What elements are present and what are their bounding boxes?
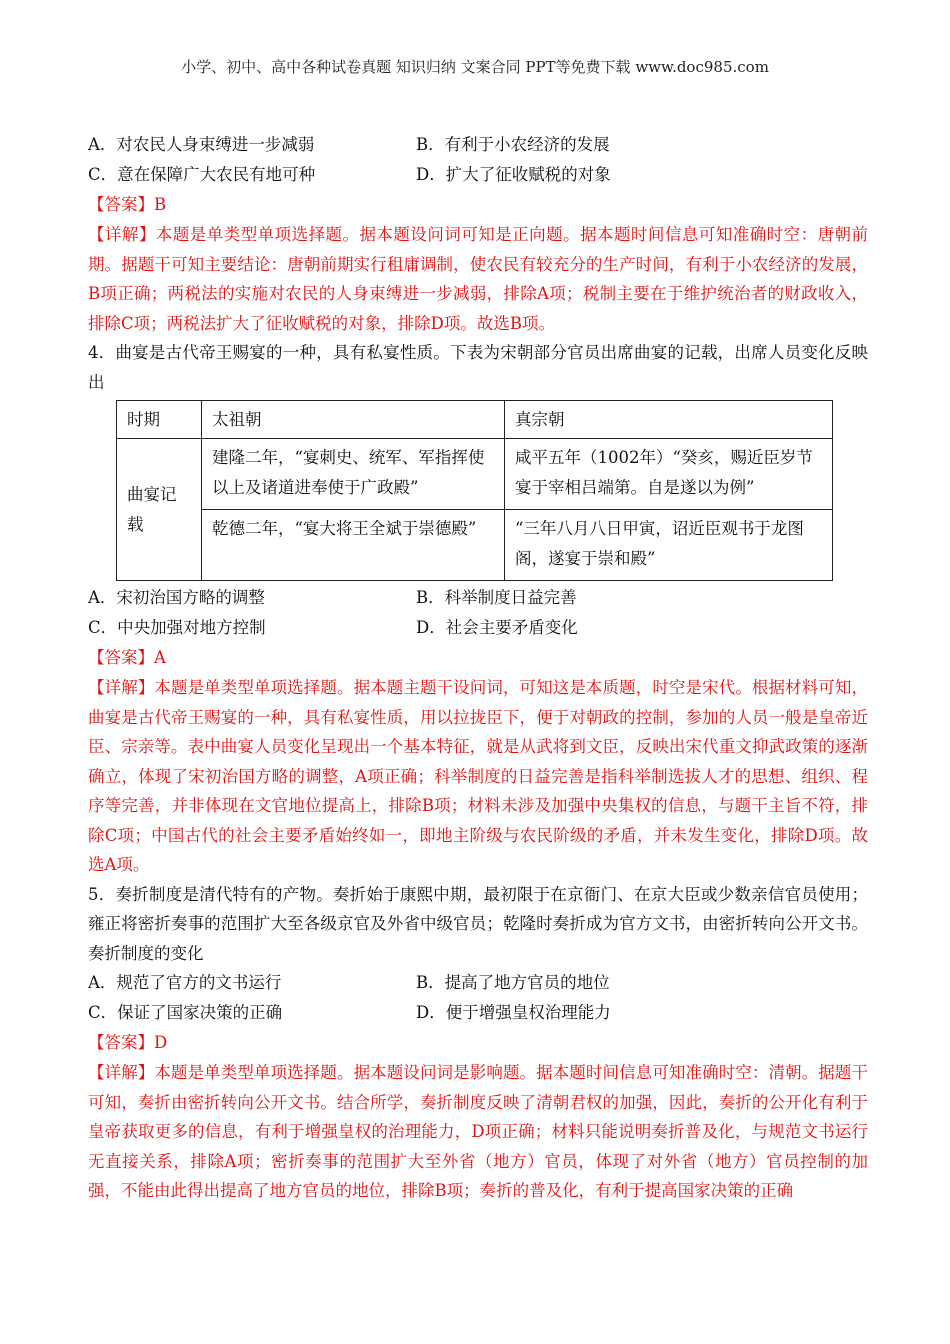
q5-answer: 【答案】D (88, 1033, 168, 1052)
q4-option-b[interactable]: B．科举制度日益完善 (416, 588, 577, 607)
q4-option-a[interactable]: A．宋初治国方略的调整 (88, 588, 265, 607)
page-content (88, 130, 868, 1206)
q5-option-c[interactable]: C．保证了国家决策的正确 (88, 1003, 283, 1022)
table-header-row (117, 401, 833, 439)
table-row (117, 439, 833, 510)
q3-explanation: 【详解】本题是单类型单项选择题。据本题设问词可知是正向题。据本题时间信息可知准确时空：唐朝前期。据题干可知主要结论：唐朝前期实行租庸调制，使农民有较充分的生产时间，有利于小农经济的发展，B项正确；两税法的实施对农民的人身束缚进一步减弱，排除A项；税制主要在于维护统治者的财政收入，排除C项；两税法扩大了征收赋税的对象，排除D项。故选B项。 (88, 225, 868, 333)
table-row-label: 曲宴记载 (117, 439, 202, 581)
table-cell: 建隆二年，“宴刺史、统军、军指挥使以上及诸道进奉使于广政殿” (202, 439, 505, 510)
q4-stem: 4．曲宴是古代帝王赐宴的一种，具有私宴性质。下表为宋朝部分官员出席曲宴的记载，出席人员变化反映出 (88, 343, 868, 392)
q3-options-row-1 (88, 130, 868, 160)
q5-stem: 5．奏折制度是清代特有的产物。奏折始于康熙中期，最初限于在京衙门、在京大臣或少数亲信官员使用；雍正将密折奏事的范围扩大至各级京官及外省中级官员；乾隆时奏折成为官方文书，由密折转向公开文书。奏折制度的变化 (88, 884, 868, 963)
table-row (117, 510, 833, 581)
q4-record-table (116, 400, 833, 581)
q3-option-a[interactable]: A．对农民人身束缚进一步减弱 (88, 135, 315, 154)
q5-option-b[interactable]: B．提高了地方官员的地位 (416, 973, 610, 992)
q5-explanation: 【详解】本题是单类型单项选择题。据本题设问词是影响题。据本题时间信息可知准确时空：清朝。据题干可知，奏折由密折转向公开文书。结合所学，奏折制度反映了清朝君权的加强，因此，奏折的公开化有利于皇帝获取更多的信息，有利于增强皇权的治理能力，D项正确；材料只能说明奏折普及化，与规范文书运行无直接关系，排除A项；密折奏事的范围扩大至外省（地方）官员，体现了对外省（地方）官员控制的加强，不能由此得出提高了地方官员的地位，排除B项；奏折的普及化，有利于提高国家决策的正确 (88, 1063, 868, 1200)
table-header-zhenzong: 真宗朝 (505, 401, 833, 439)
q5-options-row-2 (88, 998, 868, 1028)
table-cell: “三年八月八日甲寅，诏近臣观书于龙图阁，遂宴于崇和殿” (505, 510, 833, 581)
q5-option-a[interactable]: A．规范了官方的文书运行 (88, 973, 282, 992)
q4-explanation: 【详解】本题是单类型单项选择题。据本题主题干设问词，可知这是本质题，时空是宋代。根据材料可知，曲宴是古代帝王赐宴的一种，具有私宴性质，用以拉拢臣下，便于对朝政的控制，参加的人员一般是皇帝近臣、宗亲等。表中曲宴人员变化呈现出一个基本特征，就是从武将到文臣，反映出宋代重文抑武政策的逐渐确立，体现了宋初治国方略的调整，A项正确；科举制度的日益完善是指科举制选拔人才的思想、组织、程序等完善，并非体现在文官地位提高上，排除B项；材料未涉及加强中央集权的信息，与题干主旨不符，排除C项；中国古代的社会主要矛盾始终如一，即地主阶级与农民阶级的矛盾，并未发生变化，排除D项。故选A项。 (88, 678, 868, 874)
q4-options-row-2 (88, 613, 868, 643)
table-header-period: 时期 (117, 401, 202, 439)
q4-option-c[interactable]: C．中央加强对地方控制 (88, 618, 266, 637)
table-cell: 咸平五年（1002年）“癸亥，赐近臣岁节宴于宰相吕端第。自是遂以为例” (505, 439, 833, 510)
table-cell: 乾德二年，“宴大将王全斌于崇德殿” (202, 510, 505, 581)
q3-option-b[interactable]: B．有利于小农经济的发展 (416, 135, 610, 154)
table-header-taizu: 太祖朝 (202, 401, 505, 439)
q4-options-row-1 (88, 583, 868, 613)
q5-options-row-1 (88, 968, 868, 998)
page-header: 小学、初中、高中各种试卷真题 知识归纳 文案合同 PPT等免费下载 www.doc985.com (181, 58, 769, 76)
q3-option-d[interactable]: D．扩大了征收赋税的对象 (416, 165, 611, 184)
q4-answer: 【答案】A (88, 648, 166, 667)
q3-options-row-2 (88, 160, 868, 190)
q5-option-d[interactable]: D．便于增强皇权治理能力 (416, 1003, 611, 1022)
q4-option-d[interactable]: D．社会主要矛盾变化 (416, 618, 578, 637)
q3-answer: 【答案】B (88, 195, 167, 214)
q3-option-c[interactable]: C．意在保障广大农民有地可种 (88, 165, 316, 184)
